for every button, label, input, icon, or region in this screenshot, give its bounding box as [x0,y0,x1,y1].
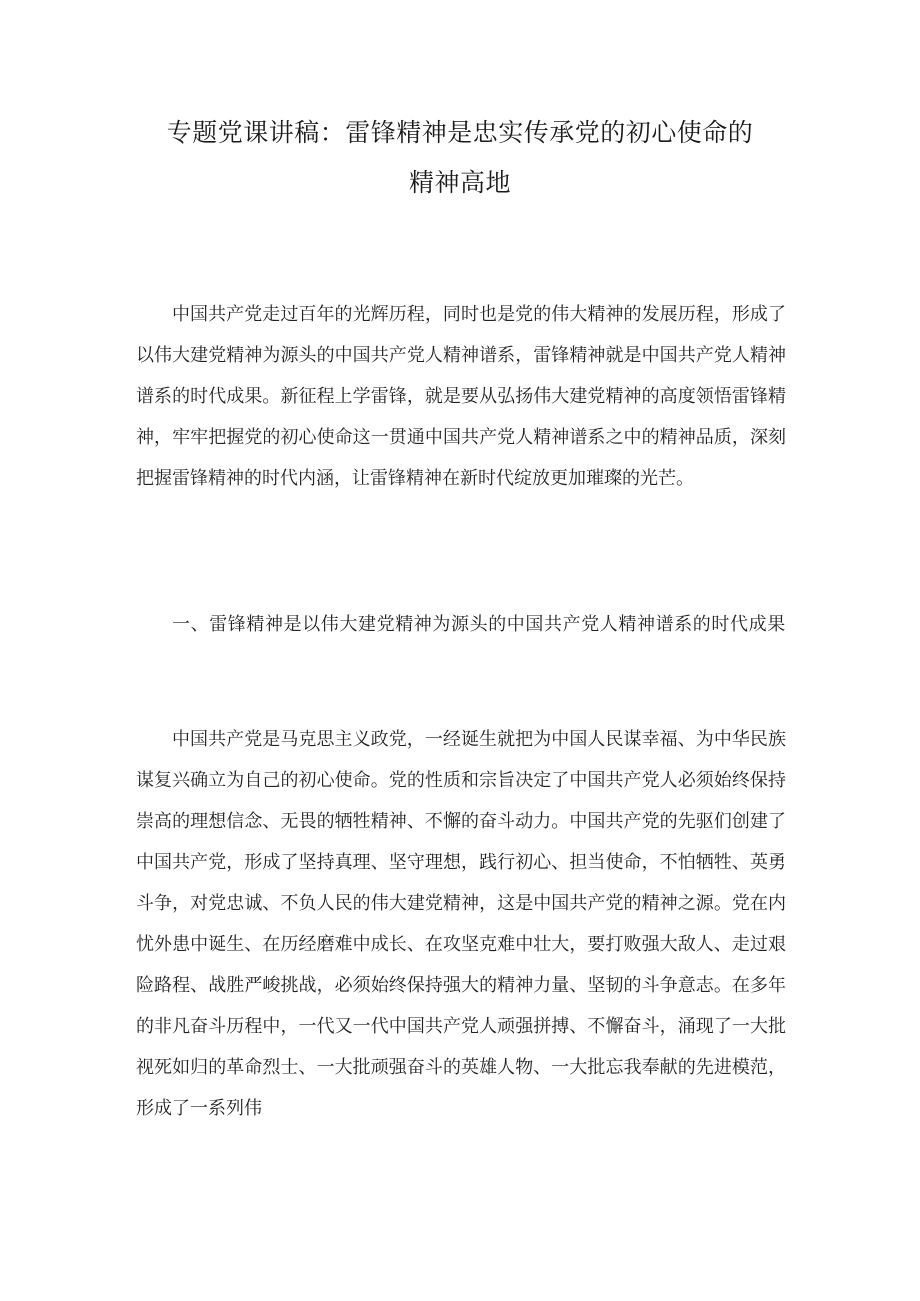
paragraph-intro: 中国共产党走过百年的光辉历程，同时也是党的伟大精神的发展历程，形成了以伟大建党精神为源头的中国共产党人精神谱系，雷锋精神就是中国共产党人精神谱系的时代成果。新征程上学雷锋，就是要从弘扬伟大建党精神的高度领悟雷锋精神，牢牢把握党的初心使命这一贯通中国共产党人精神谱系之中的精神品质，深刻把握雷锋精神的时代内涵，让雷锋精神在新时代绽放更加璀璨的光芒。 [136,304,786,489]
title-line-1: 专题党课讲稿：雷锋精神是忠实传承党的初心使命的 [166,118,754,147]
title-line-2: 精神高地 [408,168,511,197]
paragraph-section-1: 中国共产党是马克思主义政党，一经诞生就把为中国人民谋幸福、为中华民族谋复兴确立为自己的初心使命。党的性质和宗旨决定了中国共产党人必须始终保持崇高的理想信念、无畏的牺牲精神、不懈的奋斗动力。中国共产党的先驱们创建了中国共产党，形成了坚持真理、坚守理想，践行初心、担当使命，不怕牺牲、英勇斗争，对党忠诚、不负人民的伟大建党精神，这是中国共产党的精神之源。党在内忧外患中诞生、在历经磨难中成长、在攻坚克难中壮大，要打败强大敌人、走过艰险路程、战胜严峻挑战，必须始终保持强大的精神力量、坚韧的斗争意志。在多年的非凡奋斗历程中，一代又一代中国共产党人顽强拼搏、不懈奋斗，涌现了一大批视死如归的革命烈士、一大批顽强奋斗的英雄人物、一大批忘我奉献的先进模范，形成了一系列伟 [136,729,786,1119]
document-title [100,108,820,208]
section-heading-1: 一、雷锋精神是以伟大建党精神为源头的中国共产党人精神谱系的时代成果 [172,614,786,635]
